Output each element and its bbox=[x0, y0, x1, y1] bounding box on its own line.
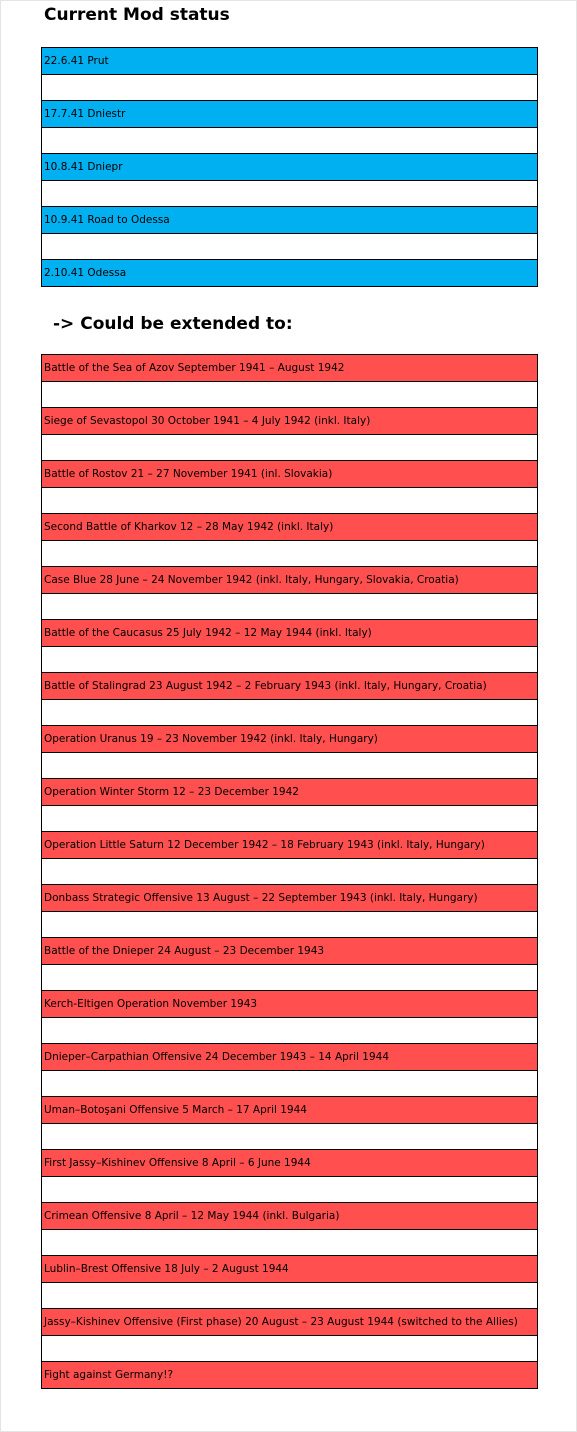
extension-row: Donbass Strategic Offensive 13 August – 22 September 1943 (inkl. Italy, Hungary) bbox=[41, 885, 538, 912]
extension-row: Crimean Offensive 8 April – 12 May 1944 (inkl. Bulgaria) bbox=[41, 1203, 538, 1230]
spacer-row bbox=[41, 1124, 538, 1150]
extension-row: Lublin–Brest Offensive 18 July – 2 August 1944 bbox=[41, 1256, 538, 1283]
spacer-row bbox=[41, 753, 538, 779]
extension-row: Operation Little Saturn 12 December 1942 – 18 February 1943 (inkl. Italy, Hungary) bbox=[41, 832, 538, 859]
current-status-table bbox=[41, 47, 538, 287]
spacer-row bbox=[41, 488, 538, 514]
current-status-heading: Current Mod status bbox=[44, 5, 230, 25]
spacer-row bbox=[41, 859, 538, 885]
spacer-row bbox=[41, 1336, 538, 1362]
spacer-row bbox=[41, 75, 538, 101]
extension-row: Uman–Botoşani Offensive 5 March – 17 April 1944 bbox=[41, 1097, 538, 1124]
extension-row: Kerch-Eltigen Operation November 1943 bbox=[41, 991, 538, 1018]
current-status-row: 2.10.41 Odessa bbox=[41, 260, 538, 287]
spacer-row bbox=[41, 965, 538, 991]
extension-row: Case Blue 28 June – 24 November 1942 (inkl. Italy, Hungary, Slovakia, Croatia) bbox=[41, 567, 538, 594]
extension-heading: -> Could be extended to: bbox=[53, 314, 293, 334]
spacer-row bbox=[41, 1071, 538, 1097]
current-status-row: 22.6.41 Prut bbox=[41, 48, 538, 75]
spacer-row bbox=[41, 128, 538, 154]
extension-row: Battle of Rostov 21 – 27 November 1941 (inl. Slovakia) bbox=[41, 461, 538, 488]
extension-row: Battle of Stalingrad 23 August 1942 – 2 February 1943 (inkl. Italy, Hungary, Croatia) bbox=[41, 673, 538, 700]
spacer-row bbox=[41, 912, 538, 938]
extension-row: Operation Uranus 19 – 23 November 1942 (inkl. Italy, Hungary) bbox=[41, 726, 538, 753]
spacer-row bbox=[41, 435, 538, 461]
spacer-row bbox=[41, 181, 538, 207]
extension-row: Second Battle of Kharkov 12 – 28 May 1942 (inkl. Italy) bbox=[41, 514, 538, 541]
extension-row: Fight against Germany!? bbox=[41, 1362, 538, 1389]
spacer-row bbox=[41, 382, 538, 408]
extension-row: Battle of the Sea of Azov September 1941 – August 1942 bbox=[41, 355, 538, 382]
extension-row: Dnieper–Carpathian Offensive 24 December 1943 – 14 April 1944 bbox=[41, 1044, 538, 1071]
current-status-row: 10.8.41 Dniepr bbox=[41, 154, 538, 181]
spacer-row bbox=[41, 700, 538, 726]
extension-row: Operation Winter Storm 12 – 23 December 1942 bbox=[41, 779, 538, 806]
spacer-row bbox=[41, 594, 538, 620]
current-status-row: 17.7.41 Dniestr bbox=[41, 101, 538, 128]
spacer-row bbox=[41, 1177, 538, 1203]
spacer-row bbox=[41, 234, 538, 260]
spacer-row bbox=[41, 647, 538, 673]
extension-row: Jassy–Kishinev Offensive (First phase) 20 August – 23 August 1944 (switched to the Allies) bbox=[41, 1309, 538, 1336]
extension-row: Siege of Sevastopol 30 October 1941 – 4 July 1942 (inkl. Italy) bbox=[41, 408, 538, 435]
spacer-row bbox=[41, 1018, 538, 1044]
extension-table bbox=[41, 354, 538, 1389]
current-status-row: 10.9.41 Road to Odessa bbox=[41, 207, 538, 234]
spacer-row bbox=[41, 806, 538, 832]
spacer-row bbox=[41, 541, 538, 567]
spacer-row bbox=[41, 1283, 538, 1309]
spacer-row bbox=[41, 1230, 538, 1256]
extension-row: Battle of the Dnieper 24 August – 23 December 1943 bbox=[41, 938, 538, 965]
extension-row: Battle of the Caucasus 25 July 1942 – 12 May 1944 (inkl. Italy) bbox=[41, 620, 538, 647]
extension-row: First Jassy–Kishinev Offensive 8 April – 6 June 1944 bbox=[41, 1150, 538, 1177]
